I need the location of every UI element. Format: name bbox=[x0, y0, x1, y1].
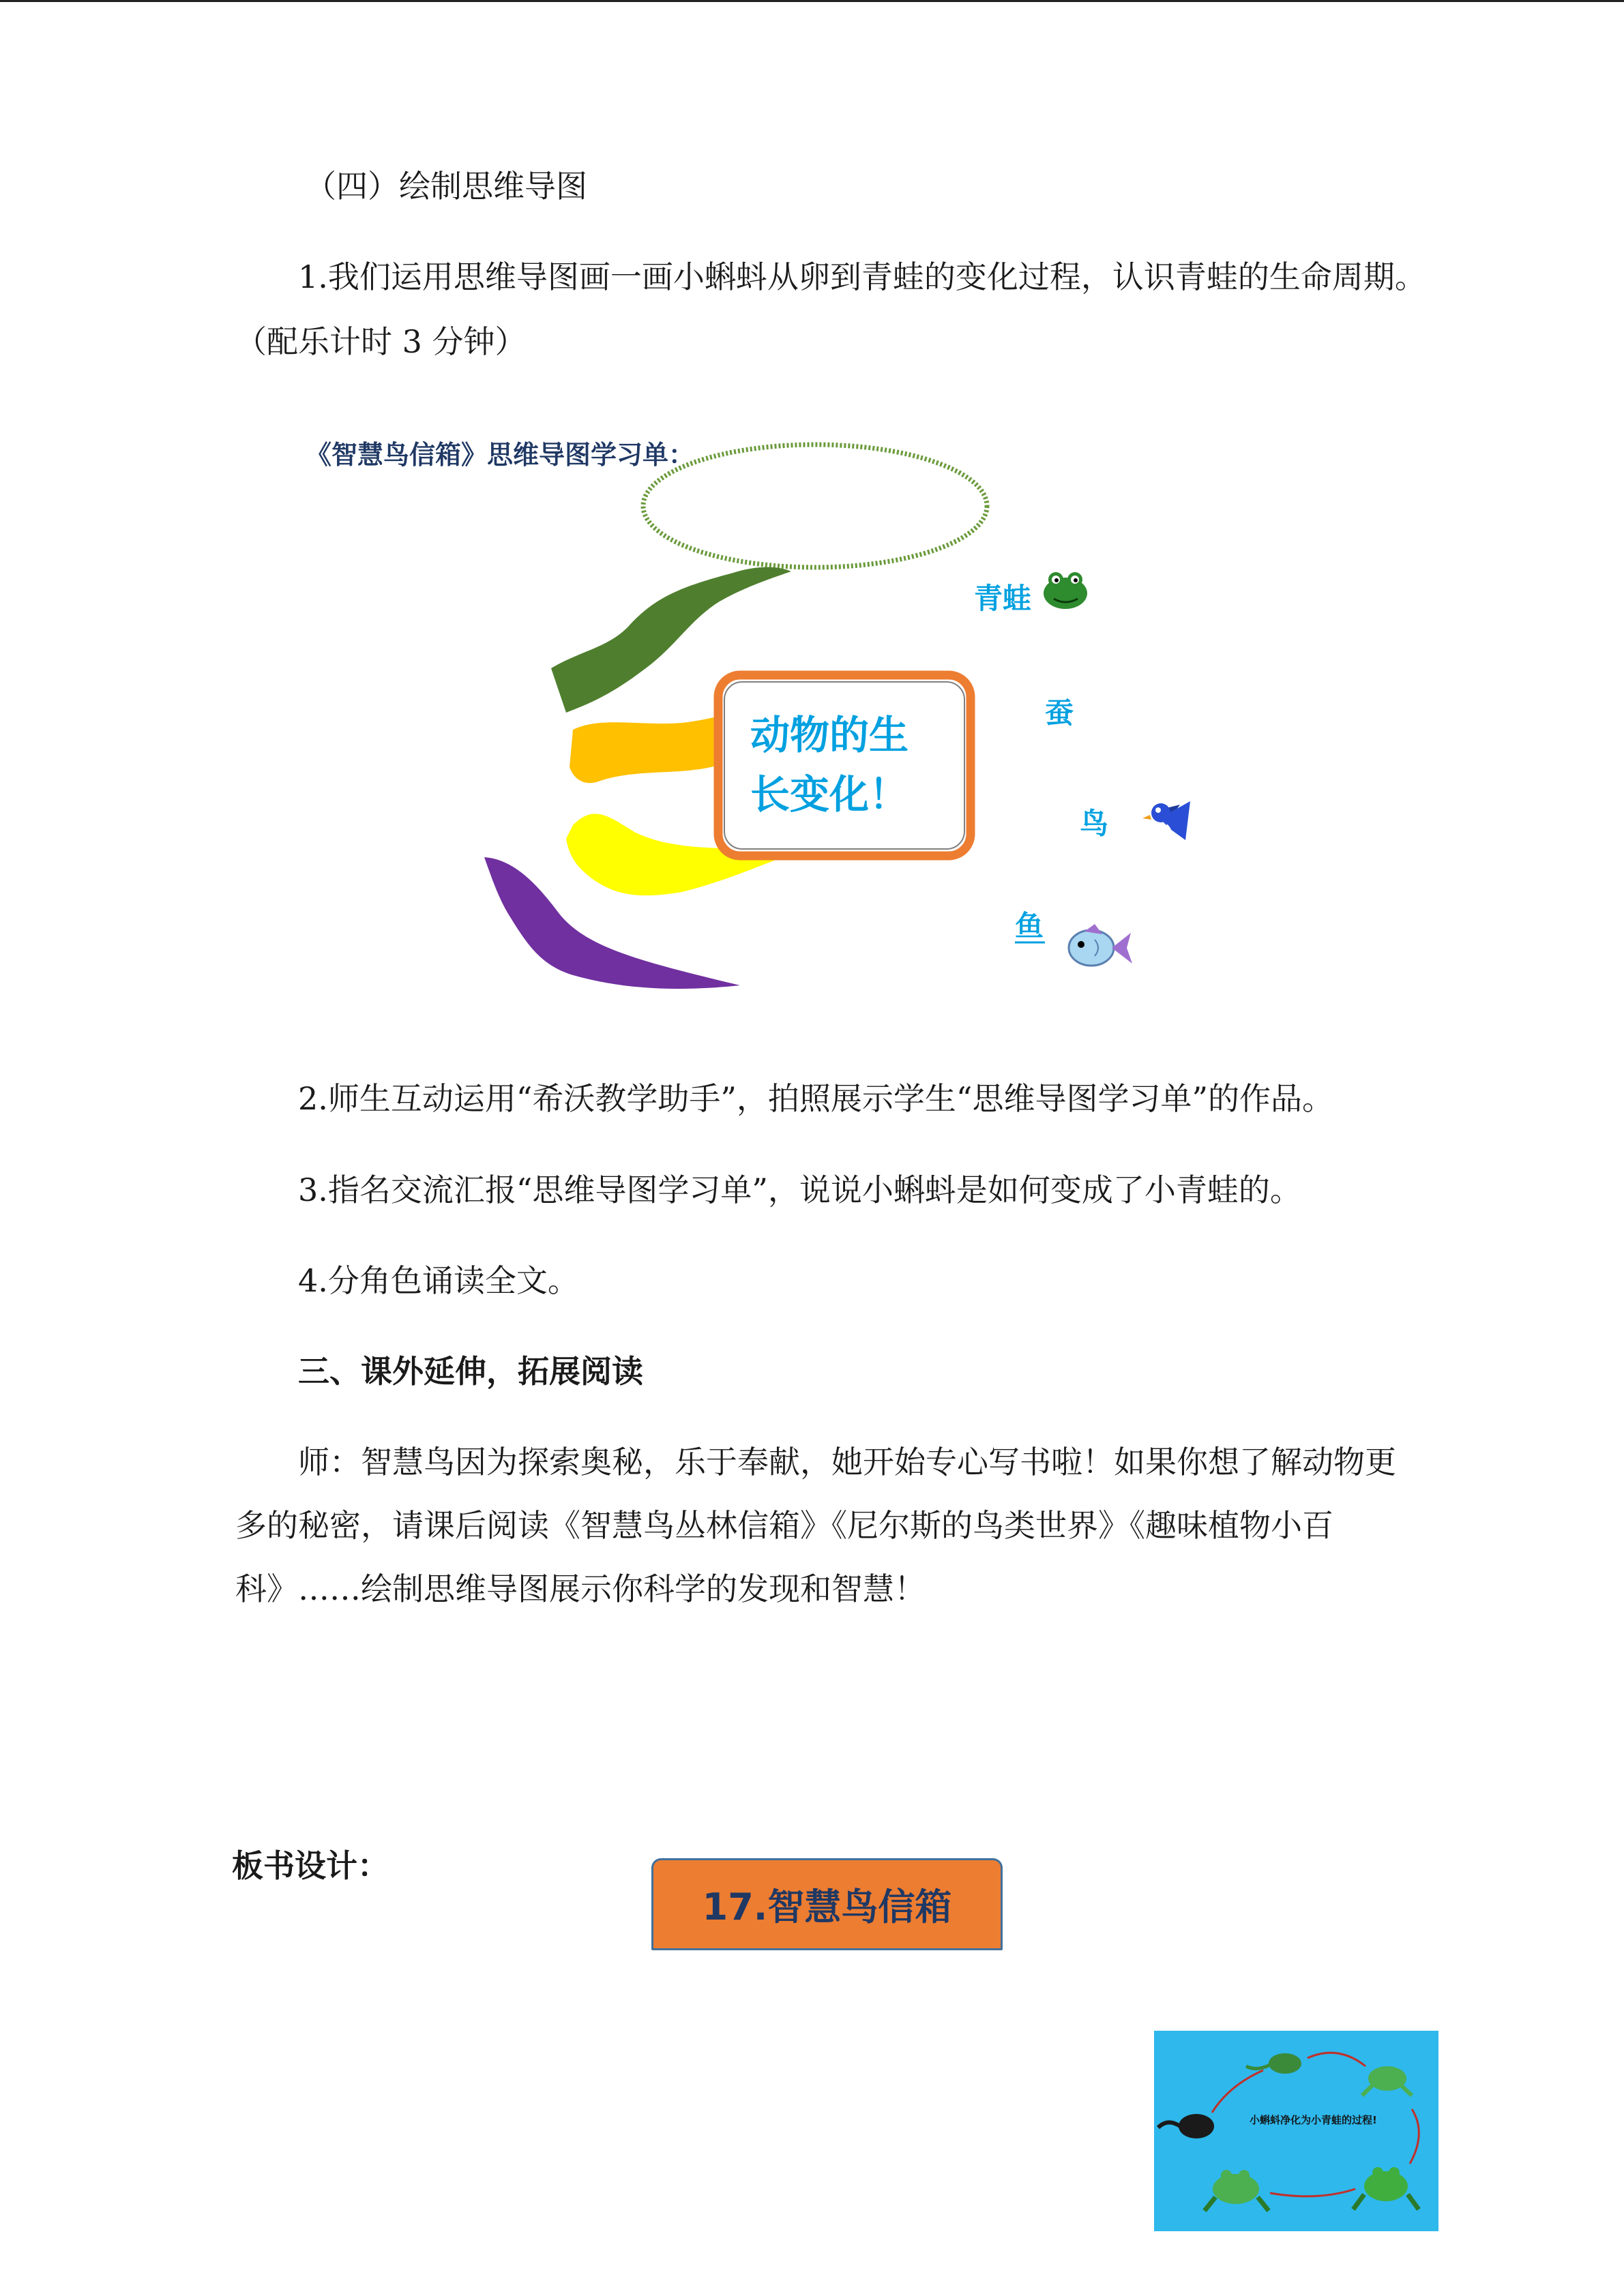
teacher-paragraph-line3: 科》……绘制思维导图展示你科学的发现和智慧！ bbox=[235, 1570, 926, 1607]
lifecycle-caption: 小蝌蚪净化为小青蛙的过程! bbox=[1250, 2114, 1377, 2126]
mindmap-svg bbox=[286, 423, 1248, 1009]
frog-icon bbox=[1044, 572, 1087, 609]
board-title-box bbox=[651, 1858, 1003, 1950]
label-fish: 鱼 bbox=[1015, 909, 1044, 942]
bird-icon bbox=[1142, 801, 1190, 840]
section-3-heading: 三、课外延伸，拓展阅读 bbox=[298, 1353, 643, 1390]
lifecycle-svg bbox=[1154, 2031, 1438, 2231]
top-border bbox=[0, 0, 1624, 2]
paragraph-2: 2.师生互动运用“希沃教学助手”，拍照展示学生“思维导图学习单”的作品。 bbox=[298, 1080, 1333, 1117]
paragraph-1: 1.我们运用思维导图画一画小蝌蚪从卵到青蛙的变化过程，认识青蛙的生命周期。 bbox=[298, 258, 1426, 295]
teacher-paragraph-line1: 师：智慧鸟因为探索奥秘，乐于奉献，她开始专心写书啦！如果你想了解动物更 bbox=[298, 1444, 1396, 1480]
teacher-paragraph-line2: 多的秘密，请课后阅读《智慧鸟丛林信箱》《尼尔斯的鸟类世界》《趣味植物小百 bbox=[235, 1507, 1333, 1544]
mindmap-figure bbox=[286, 423, 1248, 1009]
label-silkworm: 蚕 bbox=[1045, 696, 1074, 730]
board-design-label: 板书设计： bbox=[232, 1847, 389, 1884]
paragraph-1-continuation: （配乐计时 3 分钟） bbox=[235, 323, 527, 360]
section-heading: （四）绘制思维导图 bbox=[305, 168, 587, 205]
label-bird: 鸟 bbox=[1080, 807, 1109, 840]
center-text-line2: 长变化！ bbox=[750, 771, 909, 818]
fish-icon bbox=[1069, 924, 1132, 966]
label-frog: 青蛙 bbox=[974, 582, 1032, 615]
paragraph-3: 3.指名交流汇报“思维导图学习单”，说说小蝌蚪是如何变成了小青蛙的。 bbox=[298, 1172, 1301, 1208]
center-text-line1: 动物的生 bbox=[750, 712, 909, 758]
lifecycle-image bbox=[1154, 2031, 1438, 2231]
paragraph-4: 4.分角色诵读全文。 bbox=[298, 1262, 579, 1299]
board-title: 17.智慧鸟信箱 bbox=[702, 1885, 952, 1928]
blank-oval bbox=[643, 445, 987, 567]
mindmap-title: 《智慧鸟信箱》思维导图学习单： bbox=[306, 440, 695, 470]
center-node bbox=[718, 675, 971, 856]
